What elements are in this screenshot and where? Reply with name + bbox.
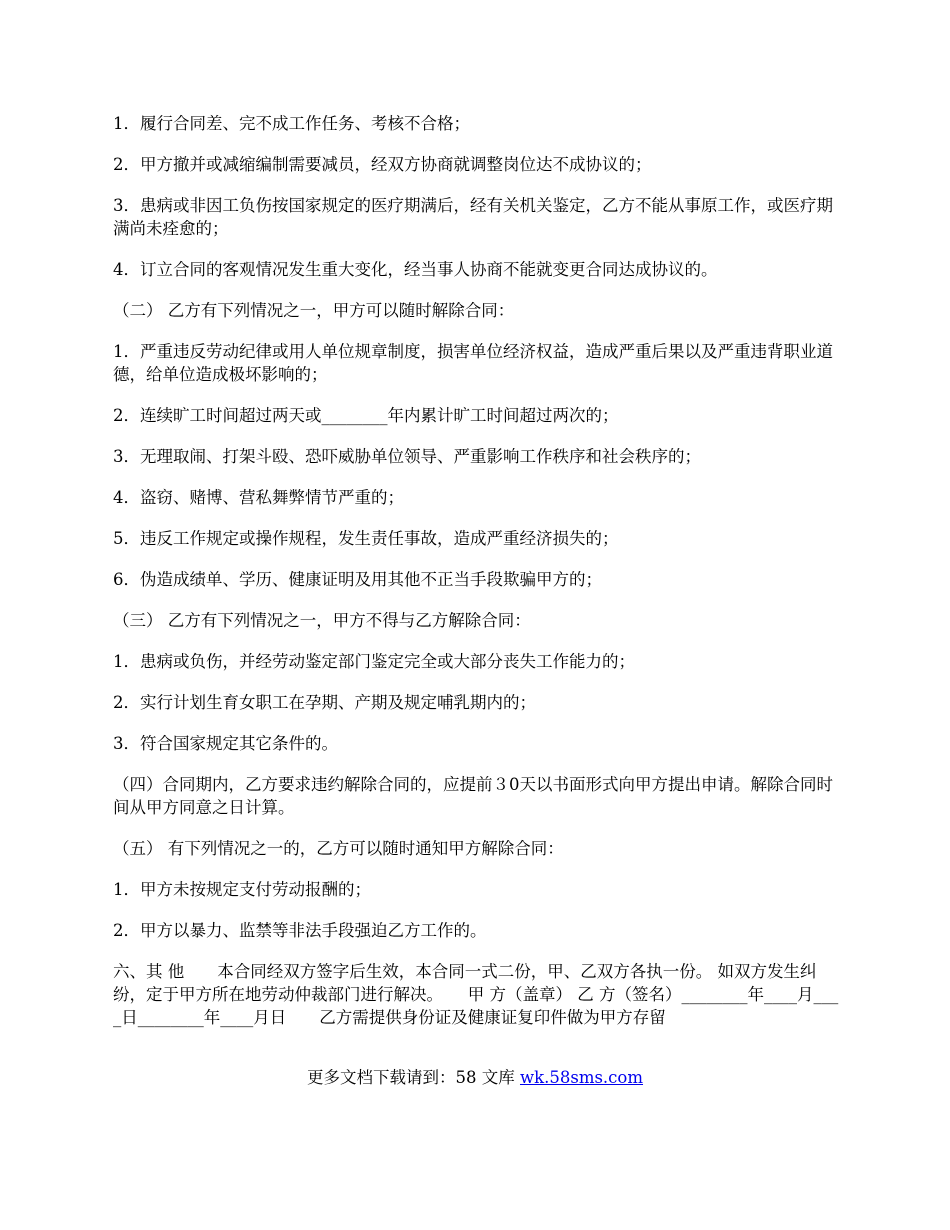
paragraph: 1．患病或负伤，并经劳动鉴定部门鉴定完全或大部分丧失工作能力的； [113,652,635,671]
paragraph: 4．订立合同的客观情况发生重大变化，经当事人协商不能就变更合同达成协议的。 [113,260,718,279]
paragraph: 4．盗窃、赌博、营私舞弊情节严重的； [113,488,404,507]
document-body [113,112,843,1047]
paragraph: 2．甲方撤并或减缩编制需要减员，经双方协商就调整岗位达不成协议的； [113,155,652,174]
closing-section: 六、其 他 本合同经双方签字后生效，本合同一式二份，甲、乙双方各执一份。 如双方发生纠纷，定于甲方所在地劳动仲裁部门进行解决。 甲 方（盖章） 乙 方（签名）________年____月____日________年____月日 乙方需提供身份证及健康证复印件做为甲方存留 [113,962,839,1027]
paragraph: 2．连续旷工时间超过两天或________年内累计旷工时间超过两次的； [113,406,619,425]
paragraph: 1．履行合同差、完不成工作任务、考核不合格； [113,114,470,133]
paragraph: 5．违反工作规定或操作规程，发生责任事故，造成严重经济损失的； [113,529,619,548]
paragraph: 6．伪造成绩单、学历、健康证明及用其他不正当手段欺骗甲方的； [113,570,602,589]
footer-text: 更多文档下载请到：58 文库 [306,1068,520,1087]
paragraph: 1．严重违反劳动纪律或用人单位规章制度，损害单位经济权益，造成严重后果以及严重违背职业道德，给单位造成极坏影响的； [113,342,833,384]
section-heading: （四）合同期内，乙方要求违约解除合同的，应提前３0天以书面形式向甲方提出申请。解除合同时间从甲方同意之日计算。 [113,775,833,817]
paragraph: 3．无理取闹、打架斗殴、恐吓威胁单位领导、严重影响工作秩序和社会秩序的； [113,447,701,466]
footer [0,1066,950,1089]
paragraph: 2．甲方以暴力、监禁等非法手段强迫乙方工作的。 [113,921,487,940]
paragraph: 2．实行计划生育女职工在孕期、产期及规定哺乳期内的； [113,693,536,712]
section-heading: （五） 有下列情况之一的，乙方可以随时通知甲方解除合同： [113,839,564,858]
section-heading: （三） 乙方有下列情况之一，甲方不得与乙方解除合同： [113,611,531,630]
paragraph: 3．患病或非因工负伤按国家规定的医疗期满后，经有关机关鉴定，乙方不能从事原工作，或医疗期满尚未痊愈的； [113,196,833,238]
footer-link[interactable]: wk.58sms.com [519,1068,643,1087]
paragraph: 1．甲方未按规定支付劳动报酬的； [113,880,371,899]
section-heading: （二） 乙方有下列情况之一，甲方可以随时解除合同： [113,301,515,320]
paragraph: 3．符合国家规定其它条件的。 [113,734,338,753]
